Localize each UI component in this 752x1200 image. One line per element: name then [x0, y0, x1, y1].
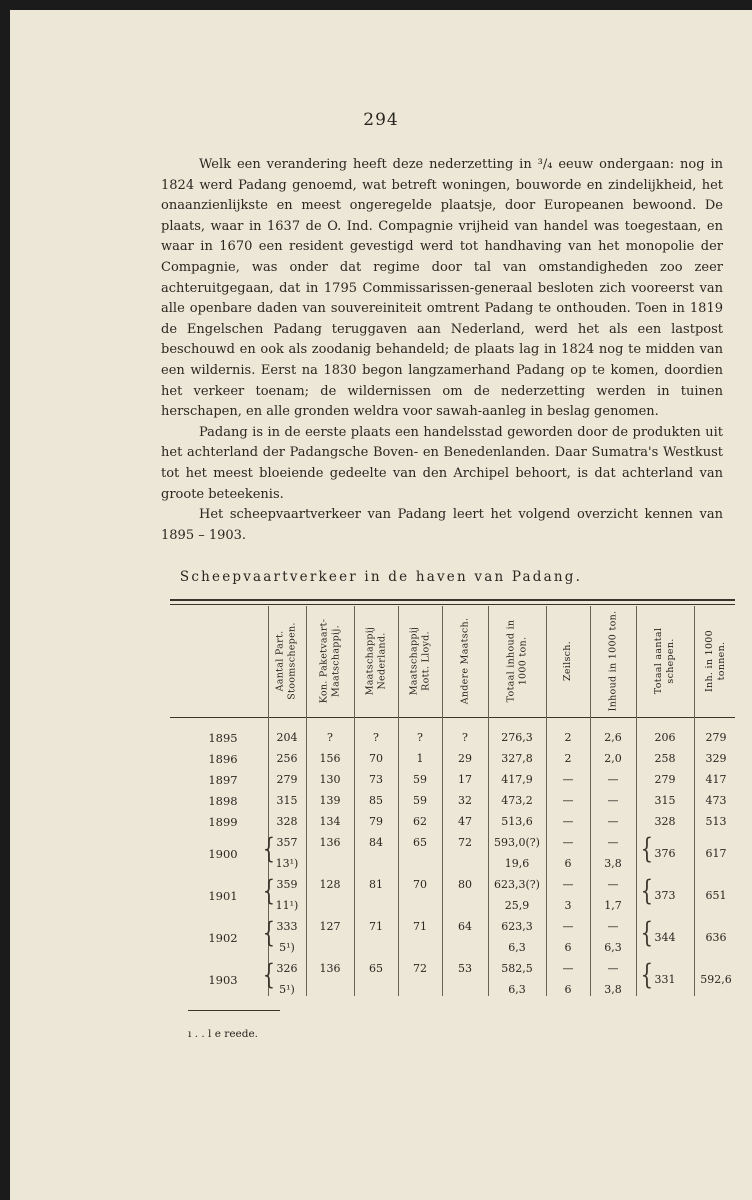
table-cell: 256	[276, 752, 298, 765]
table-cell: 79	[369, 815, 383, 828]
table-cell: 331	[654, 973, 676, 986]
paragraph-1: Welk een verandering heeft deze nederzetting in ³/₄ eeuw ondergaan: nog in 1824 werd Padang genoemd, wat betreft woningen, bouworde en zindelijkheid, het onaanzienlijkste en meest ongeregelde plaatsje, door Europeanen bewoond. De plaats, waar in 1637 de O. Ind. Compagnie vrijheid van handel was toegestaan, en waar in 1670 een resident gevestigd werd tot handhaving van het monopolie der Compagnie, was onder dat regime door tal van omstandigheden zoo zeer achteruitgegaan, dat in 1795 Commissarissen-generaal besloten zich vooreerst van alle openbare daden van souvereiniteit omtrent Padang te onthouden. Toen in 1819 de Engelschen Padang teruggaven aan Nederland, werd het als een lastpost beschouwd en ook als zoodanig behandeld; de plaats lag in 1824 nog te midden van een wildernis. Eerst na 1830 begon langzamerhand Padang op te komen, doordien het verkeer toenam; de wildernissen om de nederzetting werden in tuinen herschapen, en alle gronden weldra voor sawah-aanleg in beslag genomen.	[161, 157, 723, 420]
table-cell: ?	[373, 731, 379, 744]
table-cell: —	[607, 962, 619, 975]
row-brace: {	[640, 916, 654, 949]
row-year: 1903	[208, 973, 238, 987]
col-header-nederland	[354, 606, 398, 716]
table-top-rule	[170, 599, 735, 601]
table-cell: 279	[276, 773, 298, 786]
table-cell: —	[607, 878, 619, 891]
table-cell: —	[562, 962, 574, 975]
col-header-text: Aantal Part. Stoomschepen.	[275, 622, 299, 700]
table-top-rule-thin	[170, 604, 735, 605]
col-header-kpm	[306, 606, 354, 716]
table-cell: 315	[654, 794, 676, 807]
table-cell: 25,9	[504, 899, 530, 912]
table-cell: 19,6	[504, 857, 530, 870]
table-cell: 417	[705, 773, 727, 786]
table-cell: 328	[276, 815, 298, 828]
table-cell: 6	[564, 857, 572, 870]
table-cell: 3,8	[604, 983, 622, 996]
col-header-text: Inh. in 1000 tonnen.	[704, 630, 728, 692]
table-cell: ?	[417, 731, 423, 744]
table-cell: 136	[319, 962, 341, 975]
table-cell: 2	[564, 731, 572, 744]
table-cell: 62	[413, 815, 427, 828]
table-cell: 72	[458, 836, 472, 849]
col-header-text: Maatschappij Nederland.	[364, 626, 388, 696]
row-brace: {	[640, 958, 654, 991]
col-header-sailing-ships	[546, 606, 590, 716]
col-header-total-tons	[694, 606, 738, 716]
col-header-sail-tons	[590, 606, 636, 716]
header-bottom-rule	[170, 717, 735, 718]
table-cell: 6	[564, 941, 572, 954]
table-cell: 59	[413, 773, 427, 786]
table-cell: 73	[369, 773, 383, 786]
table-cell: 32	[458, 794, 472, 807]
table-cell: 6,3	[604, 941, 622, 954]
table-cell: 3	[564, 899, 572, 912]
table-cell: 3,8	[604, 857, 622, 870]
table-cell: 5¹)	[279, 983, 295, 996]
table-cell: 70	[413, 878, 427, 891]
table-cell: 592,6	[700, 973, 732, 986]
row-year: 1898	[208, 794, 238, 808]
table-cell: 2,6	[604, 731, 622, 744]
table-cell: 29	[458, 752, 472, 765]
table-cell: 72	[413, 962, 427, 975]
book-page	[10, 10, 752, 1200]
row-brace: {	[262, 874, 276, 907]
table-cell: —	[562, 815, 574, 828]
table-cell: 206	[654, 731, 676, 744]
table-cell: 6,3	[508, 941, 526, 954]
table-cell: 279	[705, 731, 727, 744]
table-cell: —	[562, 878, 574, 891]
table-cell: 327,8	[501, 752, 533, 765]
row-year: 1897	[208, 773, 238, 787]
col-header-text: Totaal aantal schepen.	[653, 627, 677, 695]
table-cell: 623,3(?)	[494, 878, 540, 891]
table-cell: 473,2	[501, 794, 533, 807]
table-cell: 276,3	[501, 731, 533, 744]
table-cell: 328	[654, 815, 676, 828]
col-header-text: Zeilsch.	[561, 640, 573, 682]
table-cell: 326	[276, 962, 298, 975]
row-brace: {	[640, 874, 654, 907]
table-caption: Scheepvaartverkeer in de haven van Padang.	[179, 569, 583, 585]
col-header-text: Totaal inhoud in 1000 ton.	[505, 619, 529, 703]
table-cell: —	[607, 920, 619, 933]
col-header-total-steam-tons	[488, 606, 546, 716]
table-cell: 2	[564, 752, 572, 765]
table-cell: —	[562, 836, 574, 849]
table-cell: ?	[327, 731, 333, 744]
table-cell: 59	[413, 794, 427, 807]
row-brace: {	[262, 916, 276, 949]
table-cell: —	[607, 836, 619, 849]
table-cell: 134	[319, 815, 341, 828]
row-brace: {	[640, 832, 654, 865]
table-cell: 344	[654, 931, 676, 944]
col-header-rott-lloyd	[398, 606, 442, 716]
table-cell: 417,9	[501, 773, 533, 786]
col-header-text: Andere Maatsch.	[459, 617, 471, 705]
table-cell: 5¹)	[279, 941, 295, 954]
table-cell: —	[607, 794, 619, 807]
footnote: ı . . l e reede.	[188, 1028, 259, 1040]
row-year: 1900	[208, 847, 238, 861]
col-header-text: Kon. Paketvaart- Maatschappij.	[318, 618, 342, 704]
table-cell: 315	[276, 794, 298, 807]
table-cell: 65	[413, 836, 427, 849]
row-brace: {	[262, 832, 276, 865]
table-cell: 593,0(?)	[494, 836, 540, 849]
row-year: 1896	[208, 752, 238, 766]
table-cell: 130	[319, 773, 341, 786]
table-cell: —	[562, 794, 574, 807]
table-cell: 513	[705, 815, 727, 828]
col-header-text: Inhoud in 1000 ton.	[607, 610, 618, 712]
table-cell: —	[562, 920, 574, 933]
paragraph-2: Padang is in de eerste plaats een handelsstad geworden door de produkten uit het achterland der Padangsche Boven- en Benedenlanden. Daar Sumatra's Westkust tot het meest bloeiende gedeelte van den Archipel behoort, is dat achterland van groote beteekenis.	[161, 424, 723, 502]
table-cell: 70	[369, 752, 383, 765]
table-cell: 11¹)	[275, 899, 299, 912]
table-cell: 204	[276, 731, 298, 744]
table-cell: 53	[458, 962, 472, 975]
table-cell: 47	[458, 815, 472, 828]
footnote-rule	[188, 1010, 280, 1011]
table-cell: 64	[458, 920, 472, 933]
table-cell: 84	[369, 836, 383, 849]
table-cell: 139	[319, 794, 341, 807]
table-cell: 357	[276, 836, 298, 849]
table-cell: 17	[458, 773, 472, 786]
page-number: 294	[363, 110, 399, 130]
table-cell: 128	[319, 878, 341, 891]
table-cell: 13¹)	[275, 857, 299, 870]
table-cell: ?	[462, 731, 468, 744]
table-cell: —	[607, 773, 619, 786]
row-year: 1899	[208, 815, 238, 829]
paragraph-3: Het scheepvaartverkeer van Padang leert het volgend overzicht kennen van 1895 – 1903.	[161, 507, 723, 543]
table-cell: 373	[654, 889, 676, 902]
table-cell: 359	[276, 878, 298, 891]
table-cell: 71	[369, 920, 383, 933]
table-cell: 136	[319, 836, 341, 849]
table-cell: 1	[416, 752, 424, 765]
table-cell: 279	[654, 773, 676, 786]
row-brace: {	[262, 958, 276, 991]
table-cell: 617	[705, 847, 727, 860]
table-cell: 473	[705, 794, 727, 807]
table-cell: —	[562, 773, 574, 786]
table-cell: 636	[705, 931, 727, 944]
col-header-text: Maatschappij Rott. Lloyd.	[408, 626, 432, 696]
table-cell: 329	[705, 752, 727, 765]
col-header-part-steamers	[268, 606, 306, 716]
table-cell: 85	[369, 794, 383, 807]
table-cell: 6,3	[508, 983, 526, 996]
table-cell: 127	[319, 920, 341, 933]
table-cell: 2,0	[604, 752, 622, 765]
table-cell: 6	[564, 983, 572, 996]
table-cell: 333	[276, 920, 298, 933]
table-cell: 582,5	[501, 962, 533, 975]
table-cell: 376	[654, 847, 676, 860]
table-cell: 80	[458, 878, 472, 891]
body-text	[161, 155, 723, 546]
table-cell: 81	[369, 878, 383, 891]
table-cell: 513,6	[501, 815, 533, 828]
table-cell: 623,3	[501, 920, 533, 933]
table-cell: 71	[413, 920, 427, 933]
col-header-other	[442, 606, 488, 716]
table-cell: 65	[369, 962, 383, 975]
table-cell: 156	[319, 752, 341, 765]
row-year: 1902	[208, 931, 238, 945]
table-cell: 1,7	[604, 899, 622, 912]
table-cell: 258	[654, 752, 676, 765]
row-year: 1895	[208, 731, 238, 745]
row-year: 1901	[208, 889, 238, 903]
col-header-total-ships	[636, 606, 694, 716]
table-cell: 651	[705, 889, 727, 902]
table-cell: —	[607, 815, 619, 828]
